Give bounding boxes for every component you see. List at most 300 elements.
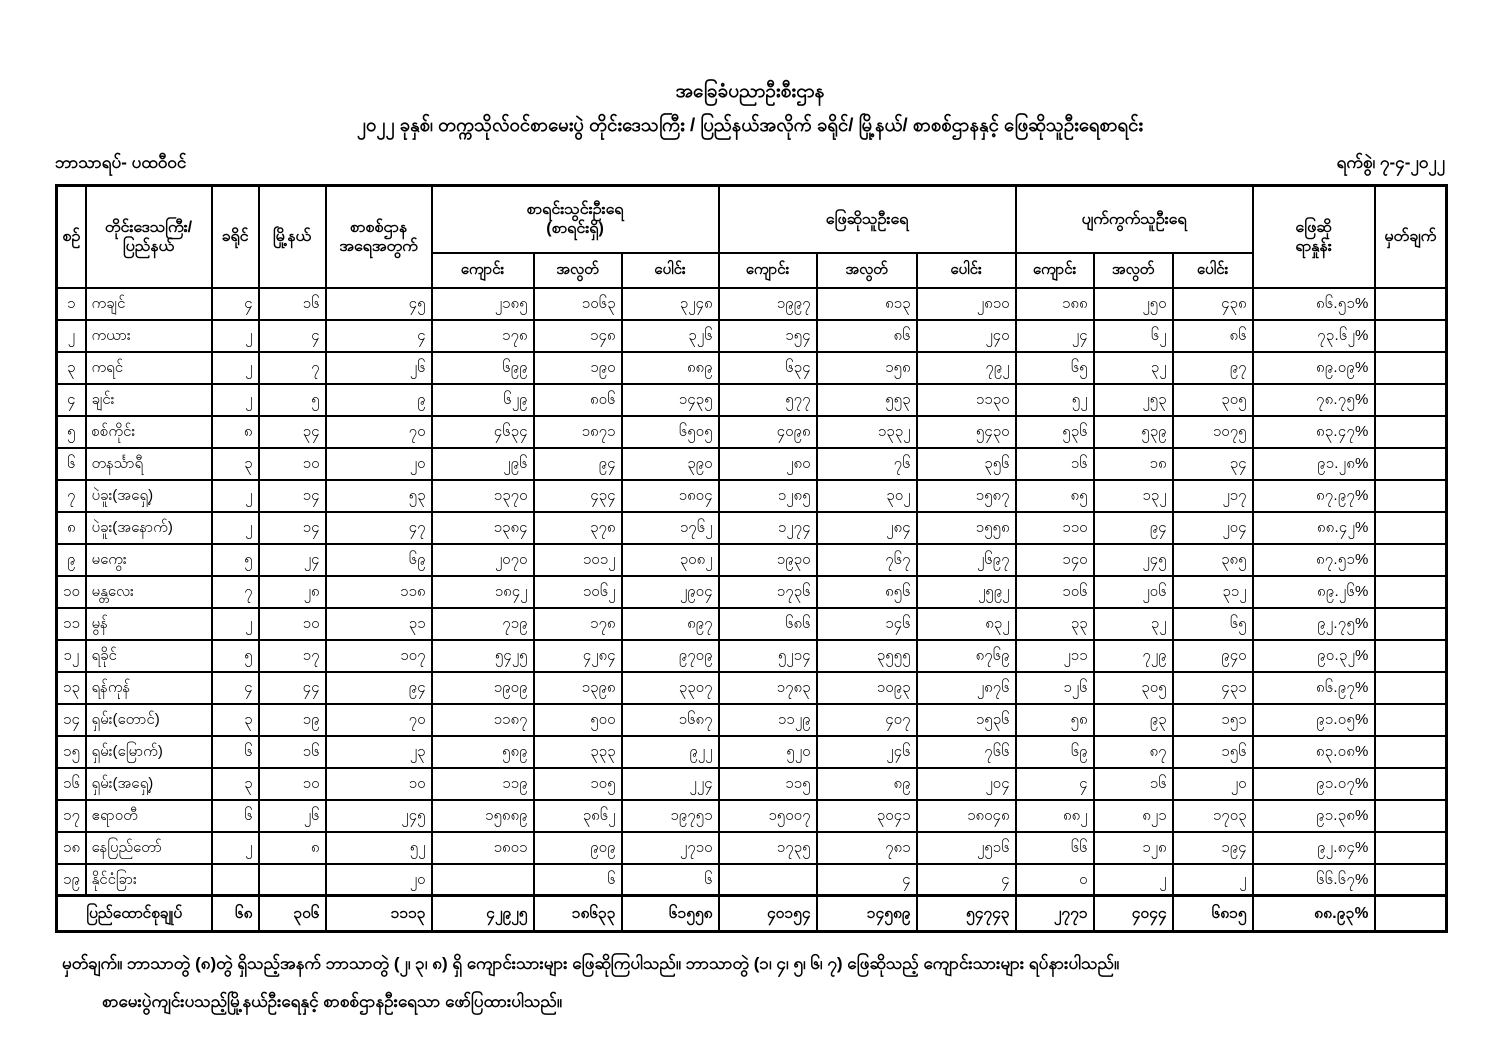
cell-reg-total: ၃၃၀၇ [622, 672, 719, 704]
cell-abs-school: ၆၅ [1016, 352, 1094, 384]
cell-no: ၈ [57, 512, 86, 544]
cell-percent: ၉၂.၈၄% [1253, 832, 1375, 864]
header-sat-private: အလွတ် [817, 253, 917, 288]
document-subtitle: ၂၀၂၂ ခုနှစ်၊ တက္ကသိုလ်ဝင်စာမေးပွဲ တိုင်းဒေသကြီး / ပြည်နယ်အလိုက် ခရိုင်/ မြို့နယ်/ စာစစ်ဌာနနှင့် ဖြေဆိုသူဦးရေစာရင်း [356, 113, 1144, 135]
cell-reg-school: ၇၁၉ [432, 608, 534, 640]
cell-abs-total: ၃၄ [1173, 448, 1253, 480]
cell-abs-total: ၆၅ [1173, 608, 1253, 640]
cell-reg-school: ၁၅၈၈၉ [432, 800, 534, 832]
cell-no: ၂ [57, 320, 86, 352]
cell-sat-private: ၁၃၃၂ [817, 416, 917, 448]
cell-reg-private: ၁၈၇၁ [534, 416, 622, 448]
header-region-line1: တိုင်းဒေသကြီး/ [104, 218, 193, 236]
cell-reg-school: ၅၄၂၅ [432, 640, 534, 672]
header-region [86, 185, 212, 288]
cell-district [212, 864, 259, 896]
cell-remark [1375, 288, 1447, 320]
cell-region: ကရင် [86, 352, 212, 384]
cell-abs-school: ၁၀၆ [1016, 576, 1094, 608]
cell-centers: ၇၀ [326, 416, 432, 448]
cell-district: ၂ [212, 832, 259, 864]
header-sat-total: ပေါင်း [917, 253, 1016, 288]
cell-abs-private: ၃၂ [1094, 608, 1173, 640]
cell-abs-private: ၉၃ [1094, 704, 1173, 736]
cell-percent: ၆၆.၆၇% [1253, 864, 1375, 896]
header-registered-line1: စာရင်းသွင်းဦးရေ [526, 201, 624, 219]
cell-abs-private: ၂၀၆ [1094, 576, 1173, 608]
cell-region: ရှမ်း(မြောက်) [86, 736, 212, 768]
cell-district: ၃ [212, 448, 259, 480]
header-registered-line2: (စာရင်းရှိ) [546, 220, 604, 238]
cell-no: ၁၄ [57, 704, 86, 736]
cell-reg-private: ၉၄ [534, 448, 622, 480]
cell-reg-school: ၁၈၀၁ [432, 832, 534, 864]
cell-reg-total: ၂၇၁၀ [622, 832, 719, 864]
cell-percent: ၈၉.၀၉% [1253, 352, 1375, 384]
cell-reg-school: ၁၃၇၀ [432, 480, 534, 512]
header-absent-private: အလွတ် [1094, 253, 1173, 288]
cell-reg-private: ၁၀၆၂ [534, 576, 622, 608]
cell-sat-school: ၁၇၈၃ [719, 672, 817, 704]
table-row [57, 288, 1447, 320]
cell-abs-private: ၆၂ [1094, 320, 1173, 352]
cell-centers: ၆၉ [326, 544, 432, 576]
cell-district: ၄ [212, 288, 259, 320]
cell-sat-total: ၇၆၆ [917, 736, 1016, 768]
cell-sat-total: ၈၇၆၉ [917, 640, 1016, 672]
cell-sat-total: ၅၄၃၀ [917, 416, 1016, 448]
table-row [57, 512, 1447, 544]
cell-reg-private: ၃၈၆၂ [534, 800, 622, 832]
cell-abs-school: ၁၄၀ [1016, 544, 1094, 576]
cell-abs-school: ၆၉ [1016, 736, 1094, 768]
header-absent-total: ပေါင်း [1173, 253, 1253, 288]
cell-abs-private: ၇၂၉ [1094, 640, 1173, 672]
cell-no: ၄ [57, 384, 86, 416]
cell-centers: ၅၃ [326, 480, 432, 512]
cell-region: ရန်ကုန် [86, 672, 212, 704]
cell-region: ရှမ်း(အရှေ့) [86, 768, 212, 800]
cell-reg-private: ၄၃၄ [534, 480, 622, 512]
cell-reg-private: ၁၀၁၂ [534, 544, 622, 576]
cell-percent: ၉၁.၀၇% [1253, 768, 1375, 800]
table-row [57, 800, 1447, 832]
total-township: ၃၀၆ [259, 896, 326, 932]
cell-reg-total: ၃၂၄၈ [622, 288, 719, 320]
footnote-1: မှတ်ချက်။ ဘာသာတွဲ (၈)တွဲ ရှိသည့်အနက် ဘာသာတွဲ (၂၊ ၃၊ ၈) ရှိ ကျောင်းသားများ ဖြေဆိုကြပါသည်။ ဘာသာတွဲ (၁၊ ၄၊ ၅၊ ၆၊ ၇) ဖြေဆိုသည့် ကျောင်းသားများ ရပ်နားပါသည်။ [62, 954, 1120, 974]
cell-centers: ၄၅ [326, 288, 432, 320]
cell-reg-school: ၅၈၉ [432, 736, 534, 768]
table-row [57, 352, 1447, 384]
cell-reg-private: ၃၃၃ [534, 736, 622, 768]
total-row [57, 896, 1447, 932]
header-absent-school: ကျောင်း [1016, 253, 1094, 288]
cell-no: ၇ [57, 480, 86, 512]
cell-district: ၈ [212, 416, 259, 448]
cell-region: မကွေး [86, 544, 212, 576]
table-row [57, 704, 1447, 736]
cell-remark [1375, 832, 1447, 864]
table-footer [57, 896, 1447, 932]
cell-sat-private: ၈၆ [817, 320, 917, 352]
cell-abs-school: ၈၅ [1016, 480, 1094, 512]
cell-district: ၂ [212, 352, 259, 384]
cell-abs-total: ၉၄၀ [1173, 640, 1253, 672]
cell-no: ၁ [57, 288, 86, 320]
cell-township: ၈ [259, 832, 326, 864]
table-header [57, 185, 1447, 288]
cell-sat-school: ၁၇၃၅ [719, 832, 817, 864]
cell-district: ၅ [212, 640, 259, 672]
cell-sat-private: ၃၅၅၅ [817, 640, 917, 672]
cell-township: ၁၄ [259, 480, 326, 512]
cell-abs-total: ၁၅၁ [1173, 704, 1253, 736]
cell-percent: ၉၁.၀၅% [1253, 704, 1375, 736]
cell-percent: ၈၇.၅၁% [1253, 544, 1375, 576]
cell-abs-school: ၀ [1016, 864, 1094, 896]
total-abs-private: ၄၀၄၄ [1094, 896, 1173, 932]
cell-district: ၆ [212, 736, 259, 768]
footnote-2: စာမေးပွဲကျင်းပသည့်မြို့နယ်ဦးရေနှင့် စာစစ်ဌာနဦးရေသာ ဖော်ပြထားပါသည်။ [102, 992, 562, 1012]
cell-abs-school: ၁၁၀ [1016, 512, 1094, 544]
cell-sat-total: ၁၈၀၄၈ [917, 800, 1016, 832]
cell-sat-private: ၃၀၄၁ [817, 800, 917, 832]
cell-sat-school: ၁၁၅ [719, 768, 817, 800]
cell-sat-private: ၇၆၇ [817, 544, 917, 576]
cell-region: ကယား [86, 320, 212, 352]
cell-abs-total: ၃၀၅ [1173, 384, 1253, 416]
cell-remark [1375, 416, 1447, 448]
header-township: မြို့နယ် [259, 185, 326, 288]
cell-district: ၂ [212, 384, 259, 416]
cell-sat-private: ၈၅၆ [817, 576, 917, 608]
header-region-line2: ပြည်နယ် [122, 237, 175, 255]
subject-label: ဘာသာရပ်- ပထဝီဝင် [55, 152, 187, 172]
cell-abs-total: ၂၀၄ [1173, 512, 1253, 544]
cell-abs-private: ၁၆ [1094, 768, 1173, 800]
cell-region: နိုင်ငံခြား [86, 864, 212, 896]
cell-sat-school: ၁၅၄ [719, 320, 817, 352]
cell-remark [1375, 736, 1447, 768]
cell-region: ရှမ်း(တောင်) [86, 704, 212, 736]
total-sat-total: ၅၄၇၄၃ [917, 896, 1016, 932]
cell-sat-private: ၄၀၇ [817, 704, 917, 736]
cell-no: ၉ [57, 544, 86, 576]
cell-abs-total: ၁၇၀၃ [1173, 800, 1253, 832]
cell-abs-school: ၁၂၆ [1016, 672, 1094, 704]
cell-sat-total: ၂၅၉၂ [917, 576, 1016, 608]
cell-reg-private: ၁၀၆၃ [534, 288, 622, 320]
cell-abs-private: ၈၂၁ [1094, 800, 1173, 832]
cell-reg-private: ၆ [534, 864, 622, 896]
cell-abs-private: ၁၈ [1094, 448, 1173, 480]
cell-sat-private: ၇၆ [817, 448, 917, 480]
header-registered-private: အလွတ် [534, 253, 622, 288]
cell-sat-school: ၅၂၀ [719, 736, 817, 768]
cell-remark [1375, 864, 1447, 896]
cell-reg-school: ၂၉၆ [432, 448, 534, 480]
meta-row [55, 152, 1445, 177]
cell-sat-school: ၅၇၇ [719, 384, 817, 416]
cell-reg-total: ၆၅၀၅ [622, 416, 719, 448]
cell-reg-total: ၃၉၀ [622, 448, 719, 480]
table-row [57, 864, 1447, 896]
header-sat-school: ကျောင်း [719, 253, 817, 288]
header-centers-line2: အရေအတွက် [339, 237, 418, 255]
cell-percent: ၈၃.၀၈% [1253, 736, 1375, 768]
cell-district: ၃ [212, 704, 259, 736]
cell-remark [1375, 384, 1447, 416]
cell-remark [1375, 448, 1447, 480]
cell-reg-private: ၁၉၀ [534, 352, 622, 384]
total-district: ၆၈ [212, 896, 259, 932]
cell-sat-school: ၅၂၁၄ [719, 640, 817, 672]
cell-remark [1375, 768, 1447, 800]
cell-region: တနင်္သာရီ [86, 448, 212, 480]
header-centers-line1: စာစစ်ဌာန [349, 218, 408, 236]
cell-reg-school: ၆၂၉ [432, 384, 534, 416]
cell-no: ၁၈ [57, 832, 86, 864]
cell-abs-school: ၃၃ [1016, 608, 1094, 640]
cell-no: ၁၇ [57, 800, 86, 832]
cell-sat-private: ၈၁၃ [817, 288, 917, 320]
table-row [57, 544, 1447, 576]
cell-centers: ၂၆ [326, 352, 432, 384]
cell-reg-school [432, 864, 534, 896]
cell-reg-total: ၆ [622, 864, 719, 896]
cell-abs-school: ၈၈၂ [1016, 800, 1094, 832]
cell-abs-total: ၄၃၈ [1173, 288, 1253, 320]
cell-percent: ၉၁.၂၈% [1253, 448, 1375, 480]
table-row [57, 576, 1447, 608]
cell-township: ၁၄ [259, 512, 326, 544]
cell-region: စစ်ကိုင်း [86, 416, 212, 448]
header-percent-line1: ဖြေဆို [1295, 218, 1332, 236]
cell-township: ၂၈ [259, 576, 326, 608]
header-sat-group: ဖြေဆိုသူဦးရေ [719, 185, 1016, 253]
cell-remark [1375, 704, 1447, 736]
cell-no: ၁၅ [57, 736, 86, 768]
cell-sat-total: ၂၈၇၆ [917, 672, 1016, 704]
table-row [57, 672, 1447, 704]
cell-reg-school: ၁၉၀၉ [432, 672, 534, 704]
cell-no: ၆ [57, 448, 86, 480]
total-reg-school: ၄၂၉၂၅ [432, 896, 534, 932]
cell-township: ၇ [259, 352, 326, 384]
total-sat-school: ၄၀၁၅၄ [719, 896, 817, 932]
header-registered-group [432, 185, 719, 253]
cell-sat-private: ၅၅၃ [817, 384, 917, 416]
cell-district: ၆ [212, 800, 259, 832]
table-row [57, 736, 1447, 768]
cell-percent: ၇၃.၆၂% [1253, 320, 1375, 352]
cell-township: ၁၇ [259, 640, 326, 672]
cell-reg-private: ၈၀၆ [534, 384, 622, 416]
header-percent-line2: ရာနှုန်း [1295, 237, 1332, 255]
cell-sat-total: ၂၆၉၇ [917, 544, 1016, 576]
cell-centers: ၄ [326, 320, 432, 352]
cell-percent: ၇၈.၇၅% [1253, 384, 1375, 416]
cell-abs-private: ၈၇ [1094, 736, 1173, 768]
cell-sat-private: ၁၄၆ [817, 608, 917, 640]
cell-reg-total: ၁၈၀၄ [622, 480, 719, 512]
header-no: စဉ် [57, 185, 86, 288]
date-label: ရက်စွဲ၊ ၇-၄-၂၀၂၂ [1336, 152, 1445, 172]
cell-reg-school: ၁၃၈၄ [432, 512, 534, 544]
cell-reg-total: ၉၂၂ [622, 736, 719, 768]
cell-reg-private: ၄၂၈၄ [534, 640, 622, 672]
total-remark [1375, 896, 1447, 932]
cell-abs-private: ၁၂၈ [1094, 832, 1173, 864]
cell-reg-school: ၁၁၉ [432, 768, 534, 800]
cell-centers: ၇၀ [326, 704, 432, 736]
cell-abs-private: ၉၄ [1094, 512, 1173, 544]
cell-reg-school: ၁၇၈ [432, 320, 534, 352]
cell-sat-private: ၂၈၄ [817, 512, 917, 544]
cell-region: ကချင် [86, 288, 212, 320]
cell-reg-total: ၁၉၇၅၁ [622, 800, 719, 832]
cell-district: ၄ [212, 672, 259, 704]
cell-abs-total: ၉၇ [1173, 352, 1253, 384]
cell-township: ၂၄ [259, 544, 326, 576]
total-reg-total: ၆၁၅၅၈ [622, 896, 719, 932]
cell-reg-private: ၃၇၈ [534, 512, 622, 544]
table-row [57, 384, 1447, 416]
cell-abs-total: ၃၈၅ [1173, 544, 1253, 576]
cell-abs-school: ၁၈၈ [1016, 288, 1094, 320]
header-group-row [57, 185, 1447, 253]
cell-no: ၁၁ [57, 608, 86, 640]
cell-township: ၂၆ [259, 800, 326, 832]
cell-abs-total: ၁၅၆ [1173, 736, 1253, 768]
cell-township: ၁၀ [259, 768, 326, 800]
cell-percent: ၈၆.၅၁% [1253, 288, 1375, 320]
cell-centers: ၂၀ [326, 864, 432, 896]
cell-sat-school: ၁၇၃၆ [719, 576, 817, 608]
cell-remark [1375, 512, 1447, 544]
cell-abs-school: ၆၆ [1016, 832, 1094, 864]
cell-sat-private: ၃၀၂ [817, 480, 917, 512]
cell-remark [1375, 480, 1447, 512]
cell-abs-total: ၂၀ [1173, 768, 1253, 800]
header-centers [326, 185, 432, 288]
cell-township: ၁၆ [259, 288, 326, 320]
cell-abs-private: ၂၅၃ [1094, 384, 1173, 416]
cell-centers: ၉၄ [326, 672, 432, 704]
total-reg-private: ၁၈၆၃၃ [534, 896, 622, 932]
cell-sat-school: ၁၉၃၀ [719, 544, 817, 576]
cell-township: ၁၆ [259, 736, 326, 768]
cell-no: ၁၂ [57, 640, 86, 672]
cell-sat-private: ၁၅၈ [817, 352, 917, 384]
cell-centers: ၅၂ [326, 832, 432, 864]
cell-sat-private: ၇၈၁ [817, 832, 917, 864]
cell-percent: ၈၃.၄၇% [1253, 416, 1375, 448]
cell-abs-total: ၃၁၂ [1173, 576, 1253, 608]
cell-sat-total: ၂၄၀ [917, 320, 1016, 352]
cell-abs-private: ၂၅၀ [1094, 288, 1173, 320]
table-row [57, 608, 1447, 640]
cell-region: ရခိုင် [86, 640, 212, 672]
table-row [57, 832, 1447, 864]
cell-reg-total: ၉၇၀၉ [622, 640, 719, 672]
cell-abs-school: ၅၈ [1016, 704, 1094, 736]
cell-abs-school: ၅၃၆ [1016, 416, 1094, 448]
cell-abs-private: ၃၀၅ [1094, 672, 1173, 704]
cell-abs-private: ၂၄၅ [1094, 544, 1173, 576]
cell-percent: ၉၀.၃၂% [1253, 640, 1375, 672]
document-title: အခြေခံပညာဦးစီးဌာန [675, 81, 825, 102]
cell-abs-private: ၁၃၂ [1094, 480, 1173, 512]
cell-sat-total: ၈၃၂ [917, 608, 1016, 640]
cell-abs-total: ၄၃၁ [1173, 672, 1253, 704]
cell-district: ၅ [212, 544, 259, 576]
cell-sat-total: ၇၉၂ [917, 352, 1016, 384]
cell-reg-school: ၂၀၇၀ [432, 544, 534, 576]
cell-reg-private: ၉၀၉ [534, 832, 622, 864]
cell-sat-school: ၆၈၆ [719, 608, 817, 640]
cell-reg-total: ၁၆၈၇ [622, 704, 719, 736]
cell-centers: ၂၃ [326, 736, 432, 768]
cell-abs-private: ၅၃၉ [1094, 416, 1173, 448]
cell-region: နေပြည်တော် [86, 832, 212, 864]
cell-remark [1375, 608, 1447, 640]
cell-region: မန္တလေး [86, 576, 212, 608]
cell-abs-school: ၅၂ [1016, 384, 1094, 416]
cell-sat-private: ၁၀၉၃ [817, 672, 917, 704]
cell-no: ၁၉ [57, 864, 86, 896]
cell-centers: ၂၀ [326, 448, 432, 480]
cell-no: ၅ [57, 416, 86, 448]
cell-reg-total: ၂၂၄ [622, 768, 719, 800]
cell-sat-school: ၁၂၇၄ [719, 512, 817, 544]
cell-reg-total: ၃၂၆ [622, 320, 719, 352]
cell-abs-total: ၁၀၇၅ [1173, 416, 1253, 448]
table-row [57, 448, 1447, 480]
cell-abs-private: ၂ [1094, 864, 1173, 896]
cell-percent: ၈၉.၂၆% [1253, 576, 1375, 608]
cell-sat-total: ၁၅၈၇ [917, 480, 1016, 512]
cell-reg-total: ၁၄၃၅ [622, 384, 719, 416]
cell-sat-total: ၂၅၁၆ [917, 832, 1016, 864]
cell-percent: ၈၈.၄၂% [1253, 512, 1375, 544]
cell-township: ၁၉ [259, 704, 326, 736]
cell-sat-private: ၂၄၆ [817, 736, 917, 768]
cell-sat-school: ၄၀၉၈ [719, 416, 817, 448]
cell-sat-school [719, 864, 817, 896]
cell-sat-private: ၄ [817, 864, 917, 896]
cell-sat-total: ၁၅၅၈ [917, 512, 1016, 544]
cell-abs-school: ၂၁၁ [1016, 640, 1094, 672]
cell-sat-total: ၁၁၃၀ [917, 384, 1016, 416]
cell-centers: ၁၁၈ [326, 576, 432, 608]
cell-abs-total: ၂ [1173, 864, 1253, 896]
cell-district: ၂ [212, 480, 259, 512]
cell-remark [1375, 576, 1447, 608]
cell-abs-school: ၁၆ [1016, 448, 1094, 480]
cell-remark [1375, 640, 1447, 672]
header-registered-school: ကျောင်း [432, 253, 534, 288]
cell-reg-private: ၁၄၈ [534, 320, 622, 352]
cell-township: ၄ [259, 320, 326, 352]
cell-reg-school: ၄၆၃၄ [432, 416, 534, 448]
table-row [57, 640, 1447, 672]
cell-abs-school: ၄ [1016, 768, 1094, 800]
cell-sat-total: ၂၀၄ [917, 768, 1016, 800]
table-row [57, 480, 1447, 512]
cell-reg-school: ၁၁၈၇ [432, 704, 534, 736]
cell-region: ဧရာဝတီ [86, 800, 212, 832]
